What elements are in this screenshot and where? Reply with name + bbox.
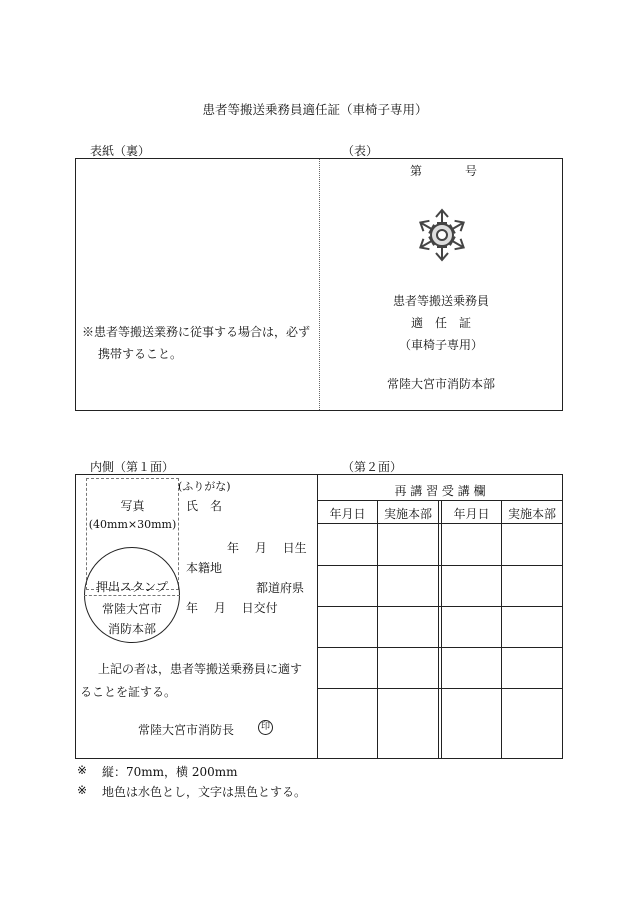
column-header-dept-1: 実施本部 (383, 507, 432, 521)
table-rule-row-1 (318, 565, 562, 566)
certification-line-2: ることを証する。 (80, 685, 177, 699)
photo-label: 写真 (120, 499, 145, 513)
table-rule-row-4 (318, 688, 562, 689)
chief-label: 常陸大宮市消防長 (138, 723, 235, 737)
table-rule-row-3 (318, 647, 562, 648)
card-line-1: 患者等搬送乗務員 (392, 294, 489, 308)
seal-icon (258, 720, 273, 735)
table-rule-header (318, 500, 562, 501)
number-label-suffix: 号 (465, 164, 478, 178)
inner-left-caption: 内側（第１面） (90, 460, 175, 474)
table-rule-row-2 (318, 606, 562, 607)
number-label-first: 第 (410, 164, 423, 178)
stamp-divider (84, 595, 180, 596)
seal-label: 印 (260, 722, 270, 732)
furigana-label: (ふりがな) (178, 480, 231, 493)
birth-label: 年 月 日生 (227, 541, 307, 555)
card-line-2: 適 任 証 (410, 316, 471, 330)
outer-fold-line (319, 159, 320, 410)
retraining-header: 再 講 習 受 講 欄 (394, 484, 486, 498)
column-header-dept-2: 実施本部 (507, 507, 556, 521)
notice-line-1: ※患者等搬送業務に従事する場合は，必ず (82, 325, 311, 339)
table-col-rule-4 (501, 500, 502, 758)
note-1: 縦：70mm，横 200mm (102, 765, 238, 779)
table-rule-columns (318, 523, 562, 524)
table-col-rule-2 (438, 500, 439, 758)
inner-right-caption: （第２面） (342, 460, 403, 474)
certification-line-1: 上記の者は，患者等搬送乗務員に適す (98, 662, 303, 676)
note-1-mark: ※ (77, 763, 88, 777)
prefecture-label: 都道府県 (256, 581, 305, 595)
note-2-mark: ※ (77, 783, 88, 797)
photo-size-label: (40mm×30mm) (88, 518, 177, 531)
table-col-rule-1 (377, 500, 378, 758)
table-col-rule-3 (441, 500, 442, 758)
card-issuer: 常陸大宮市消防本部 (386, 377, 495, 391)
name-label: 氏 名 (186, 499, 223, 513)
column-header-date-2: 年月日 (453, 507, 490, 521)
issued-label: 年 月 日交付 (186, 601, 278, 615)
document-title: 患者等搬送乗務員適任証（車椅子専用） (202, 102, 428, 117)
stamp-line-2: 常陸大宮市 (101, 602, 162, 616)
notice-line-2: 携帯すること。 (98, 347, 183, 361)
outer-right-caption: （表） (342, 144, 379, 158)
note-2: 地色は水色とし，文字は黒色とする。 (102, 785, 307, 799)
fire-emblem-icon (410, 203, 474, 267)
column-header-date-1: 年月日 (329, 507, 366, 521)
card-line-3: （車椅子専用） (398, 338, 483, 352)
domicile-label: 本籍地 (186, 561, 223, 575)
outer-left-caption: 表紙（裏） (90, 144, 151, 158)
stamp-line-1: 押出スタンプ (95, 580, 168, 594)
stamp-line-3: 消防本部 (107, 622, 156, 636)
